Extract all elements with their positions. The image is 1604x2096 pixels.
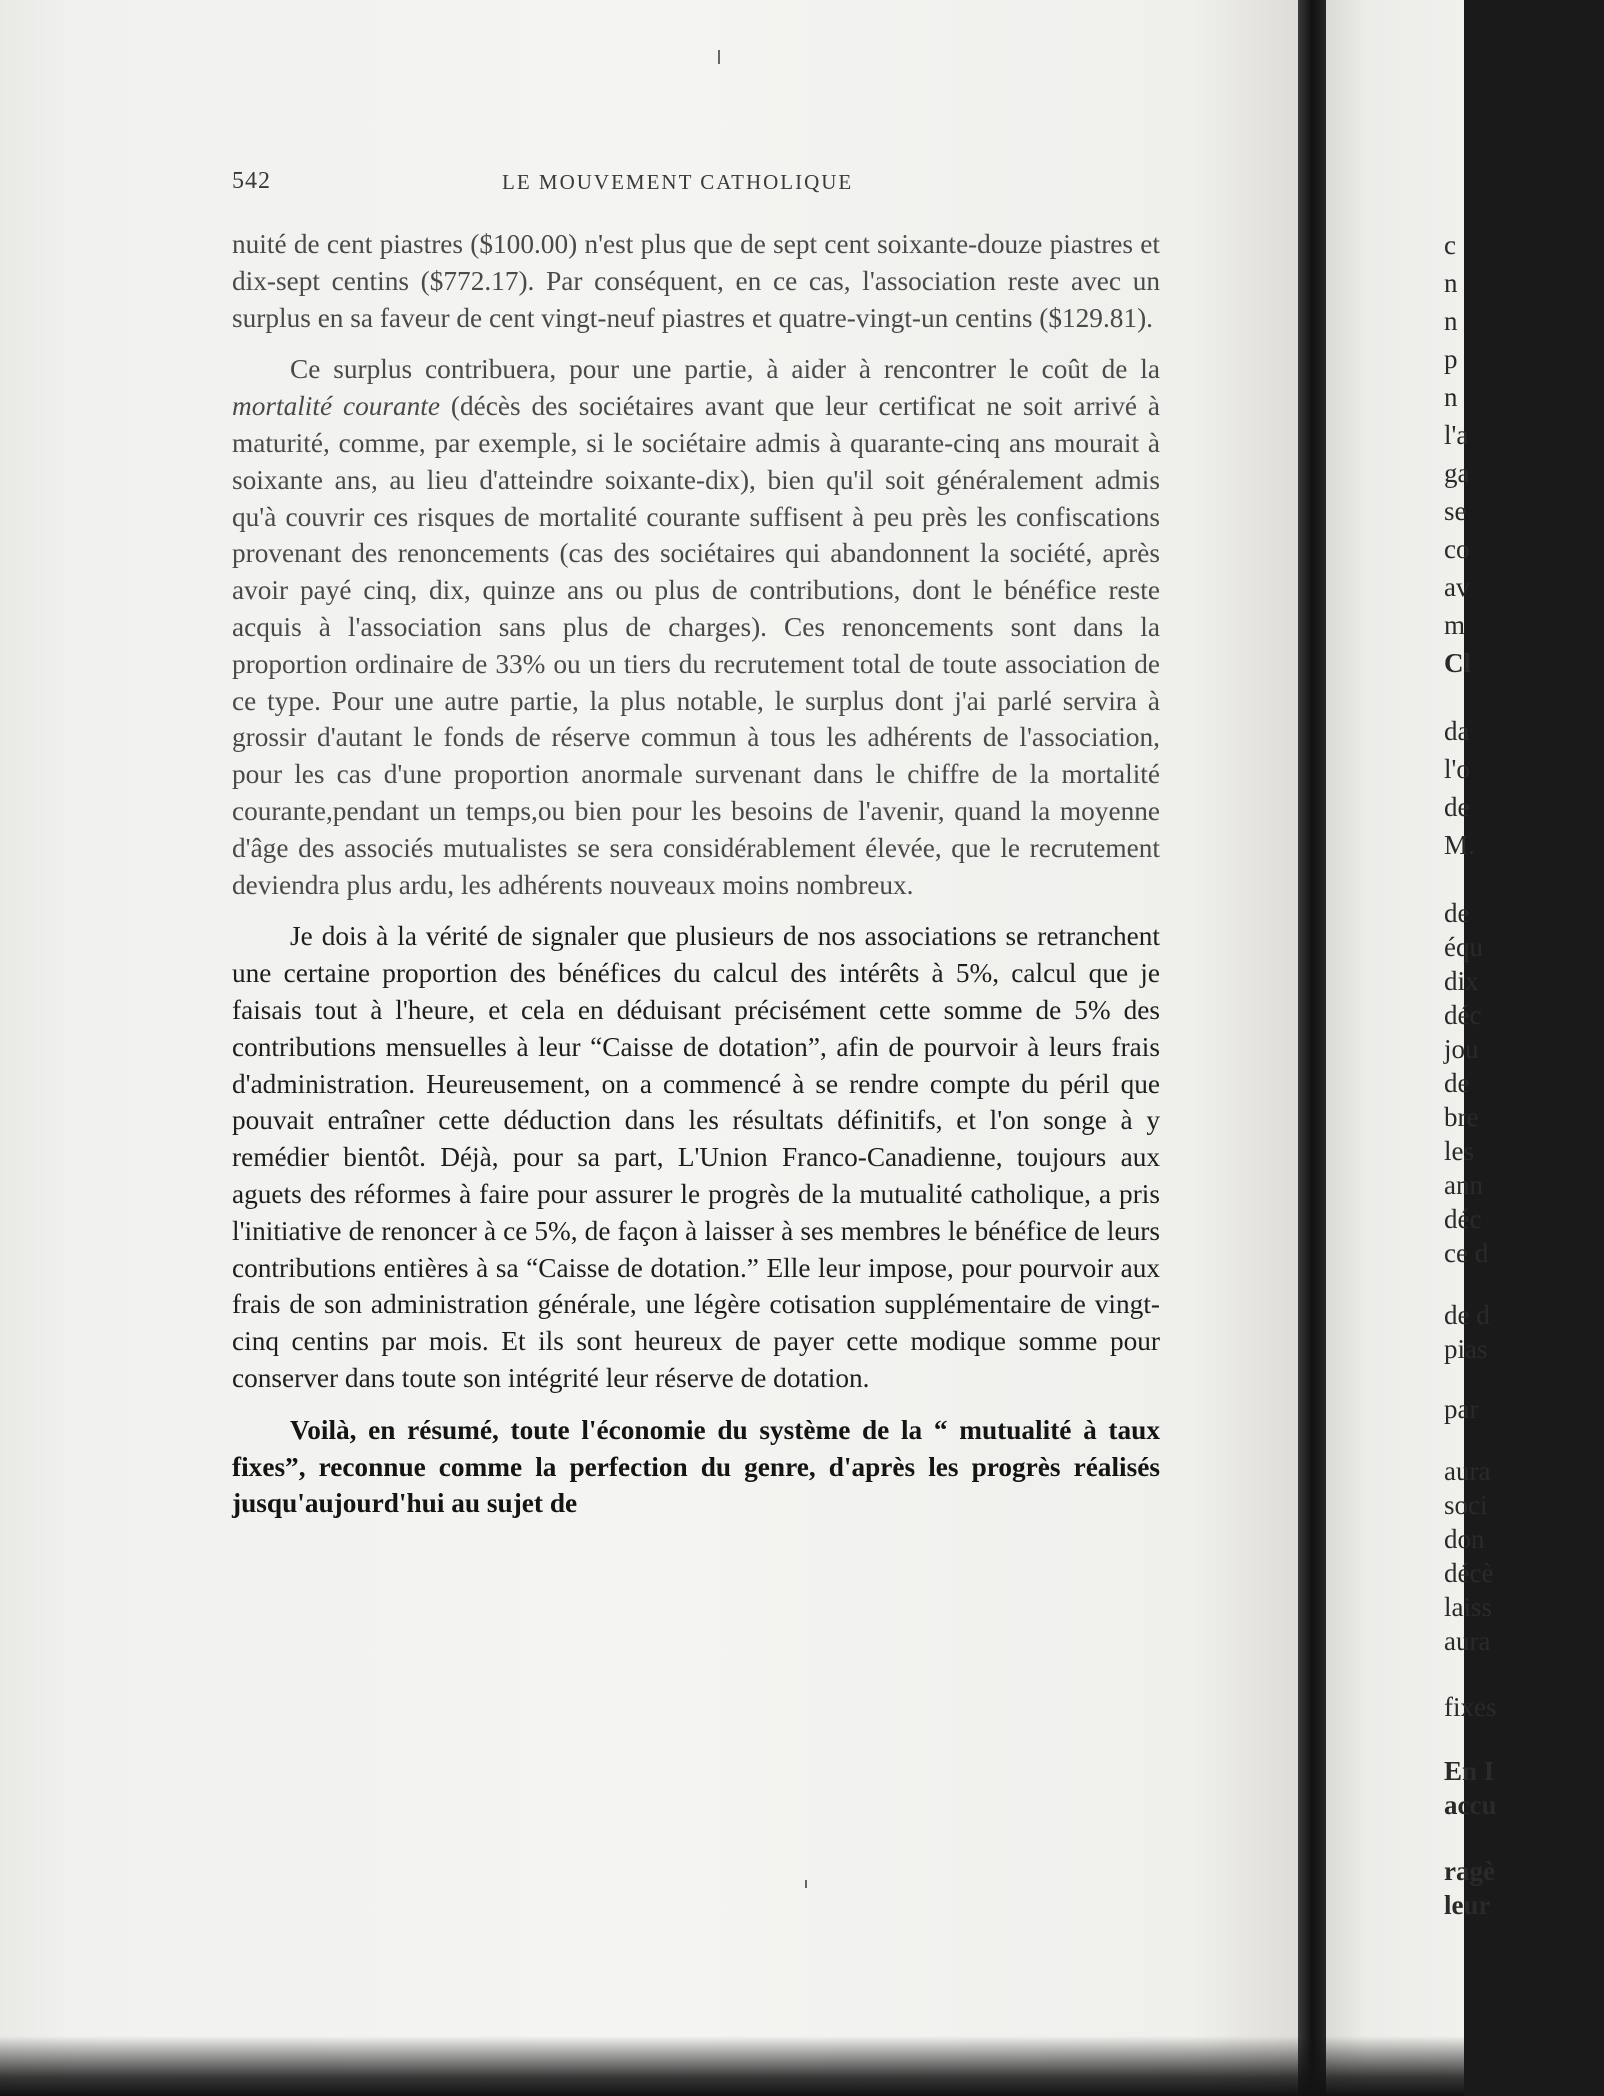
book-gutter: [1298, 0, 1326, 2096]
facing-fragment: ce d: [1444, 1238, 1489, 1268]
facing-fragment: Cl: [1444, 648, 1471, 678]
facing-fragment: se: [1444, 496, 1467, 526]
facing-fragment: c: [1444, 230, 1456, 260]
facing-fragment: n: [1444, 268, 1458, 298]
page-number: 542: [232, 168, 271, 194]
facing-page: [1326, 0, 1497, 2096]
scan-bottom-edge: [0, 2036, 1464, 2096]
facing-fragment: aura: [1444, 1456, 1491, 1486]
facing-fragment: de: [1444, 1068, 1470, 1098]
facing-fragment: l'a: [1444, 420, 1469, 450]
facing-fragment: soci: [1444, 1490, 1488, 1520]
facing-fragment: accu: [1444, 1790, 1497, 1820]
facing-fragment: équ: [1444, 932, 1483, 962]
facing-fragment: don: [1444, 1524, 1485, 1554]
facing-fragment: av: [1444, 572, 1470, 602]
facing-fragment: n: [1444, 382, 1458, 412]
facing-fragment: déc: [1444, 1204, 1482, 1234]
facing-fragment: leur: [1444, 1890, 1491, 1920]
facing-fragment: ga: [1444, 458, 1470, 488]
facing-fragment: jou: [1444, 1034, 1479, 1064]
paragraph-2-rest: (décès des sociétaires avant que leur certificat ne soit arrivé à maturité, comme, par exemple, si le sociétaire admis à quarante-cinq ans mourait à soixante ans, au lieu d'atteindre soixante-dix), bien qu'il soit généralement admis qu'à couvrir ces risques de mortalité courante suffisent à peu près les confiscations provenant des renoncements (cas des sociétaires qui abandonnent la société, après avoir payé cinq, dix, quinze ans ou plus de contributions, dont le bénéfice reste acquis à l'association sans plus de charges). Ces renoncements sont dans la proportion ordinaire de 33% ou un tiers du recrutement total de toute association de ce type. Pour une autre partie, la plus notable, le surplus dont j'ai parlé servira à grossir d'autant le fonds de réserve commun à tous les adhérents de l'association, pour les cas d'une proportion anormale survenant dans le chiffre de la mortalité courante,pendant un temps,ou bien pour les besoins de l'avenir, quand la moyenne d'âge des associés mutualistes se sera considérablement élevée, que le recrutement deviendra plus ardu, les adhérents nouveaux moins nombreux.: [232, 391, 1160, 900]
facing-fragment: dix: [1444, 966, 1479, 996]
facing-fragment: de: [1444, 792, 1470, 822]
running-header: [232, 168, 1162, 208]
paragraph-2-start: Ce surplus contribuera, pour une partie, à aider à rencontrer le coût de la: [290, 354, 1160, 385]
facing-fragment: aura: [1444, 1626, 1491, 1656]
body-text: [232, 226, 1160, 1537]
facing-fragment: de: [1444, 898, 1470, 928]
facing-fragment: En I: [1444, 1756, 1495, 1786]
facing-fragment: bre: [1444, 1102, 1479, 1132]
facing-fragment: l'o: [1444, 754, 1470, 784]
paragraph-4: Voilà, en résumé, toute l'économie du système de la “ mutualité à taux fixes”, reconnue comme la perfection du genre, d'après les progrès réalisés jusqu'aujourd'hui au sujet de: [232, 1414, 1160, 1519]
facing-fragment: pias: [1444, 1334, 1488, 1364]
facing-fragment: les: [1444, 1136, 1474, 1166]
facing-fragment: n: [1444, 306, 1458, 336]
facing-fragment: par: [1444, 1394, 1479, 1424]
scan-speck: [718, 50, 720, 64]
facing-fragment: laiss: [1444, 1592, 1493, 1622]
facing-fragment: fixes: [1444, 1692, 1497, 1722]
facing-fragment: ann: [1444, 1170, 1483, 1200]
running-title: LE MOUVEMENT CATHOLIQUE: [502, 170, 854, 194]
emphasis-mortalite-courante: mortalité courante: [232, 391, 441, 422]
facing-fragment: p: [1444, 344, 1458, 374]
facing-fragment: de d: [1444, 1300, 1490, 1330]
facing-fragment: décè: [1444, 1558, 1494, 1588]
facing-fragment: M.: [1444, 830, 1475, 860]
facing-fragment: déc: [1444, 1000, 1482, 1030]
scan-speck: [805, 1880, 807, 1888]
paragraph-3: Je dois à la vérité de signaler que plusieurs de nos associations se retranchent une certaine proportion des bénéfices du calcul des intérêts à 5%, calcul que je faisais tout à l'heure, et cela en déduisant précisément cette somme de 5% des contributions mensuelles à leur “Caisse de dotation”, afin de pourvoir à leurs frais d'administration. Heureusement, on a commencé à se rendre compte du péril que pouvait entraîner cette déduction dans les résultats définitifs, et l'on songe à y remédier bientôt. Déjà, pour sa part, L'Union Franco-Canadienne, toujours aux aguets des réformes à faire pour assurer le progrès de la mutualité catholique, a pris l'initiative de renoncer à ce 5%, de façon à laisser à ses membres le bénéfice de leurs contributions entières à sa “Caisse de dotation.” Elle leur impose, pour pourvoir aux frais de son administration générale, une légère cotisation supplémentaire de vingt-cinq centins par mois. Et ils sont heureux de payer cette modique somme pour conserver dans toute son intégrité leur réserve de dotation.: [232, 921, 1160, 1393]
facing-fragment: da: [1444, 716, 1470, 746]
facing-fragment: m: [1444, 610, 1466, 640]
paragraph-2: [232, 351, 1160, 903]
facing-fragment: co: [1444, 534, 1470, 564]
facing-fragment: ragè: [1444, 1856, 1495, 1886]
paragraph-1: nuité de cent piastres ($100.00) n'est plus que de sept cent soixante-douze piastres et dix-sept centins ($772.17). Par conséquent, en ce cas, l'association reste avec un surplus en sa faveur de cent vingt-neuf piastres et quatre-vingt-un centins ($129.81).: [232, 229, 1160, 333]
